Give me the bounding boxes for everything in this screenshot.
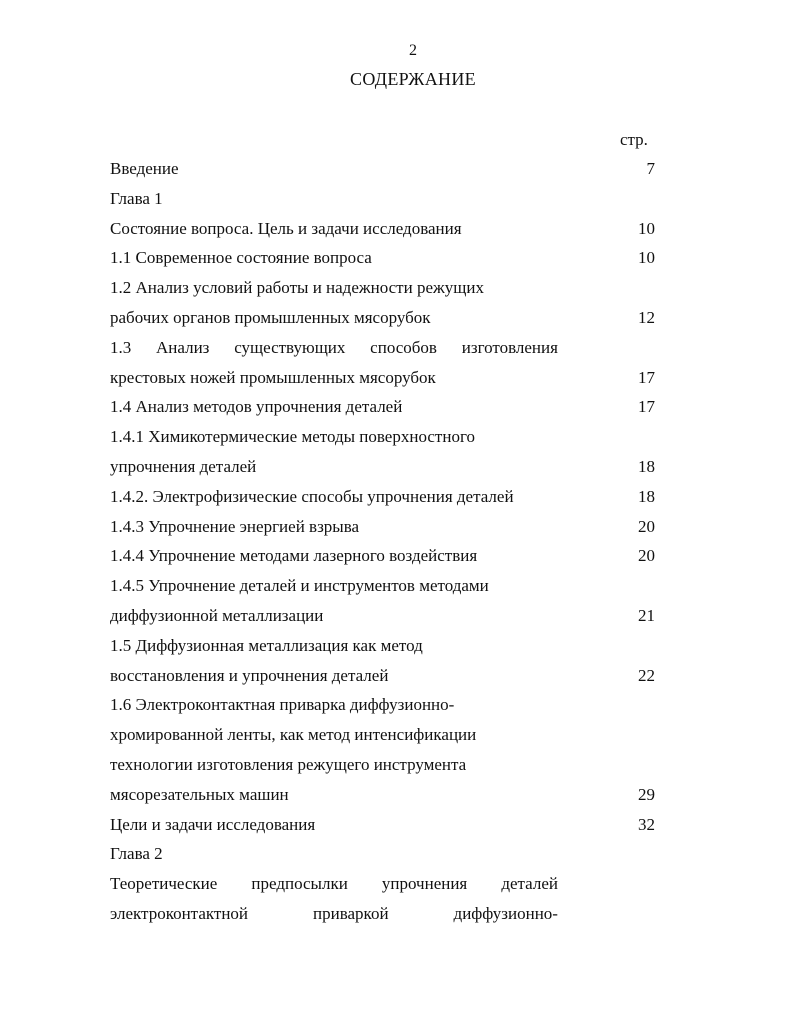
toc-entry-page: 20 <box>638 516 655 536</box>
toc-entry-text: Глава 2 <box>110 844 163 864</box>
toc-entry-page: 22 <box>638 665 655 685</box>
toc-entry-text: Состояние вопроса. Цель и задачи исследования <box>110 218 462 238</box>
toc-entry <box>0 541 791 571</box>
toc-entry-text: 1.4.5 Упрочнение деталей и инструментов методами <box>110 576 489 596</box>
toc-entry-text: крестовых ножей промышленных мясорубок <box>110 367 436 387</box>
toc-entry <box>0 154 791 184</box>
toc-entry <box>0 601 791 631</box>
toc-entry <box>0 452 791 482</box>
toc-entry-word: Теоретические <box>110 874 218 894</box>
table-of-contents <box>0 154 791 929</box>
toc-entry-text: 1.2 Анализ условий работы и надежности режущих <box>110 278 484 298</box>
toc-entry-page: 10 <box>638 218 655 238</box>
toc-entry-text: 1.4 Анализ методов упрочнения деталей <box>110 397 403 417</box>
toc-entry-text: технологии изготовления режущего инструмента <box>110 754 467 774</box>
toc-entry-text: восстановления и упрочнения деталей <box>110 665 389 685</box>
toc-entry <box>0 810 791 840</box>
toc-entry <box>0 333 791 363</box>
toc-entry <box>0 273 791 303</box>
toc-entry-text: 1.4.3 Упрочнение энергией взрыва <box>110 516 360 536</box>
toc-entry-text: диффузионной металлизации <box>110 605 324 625</box>
toc-entry <box>0 243 791 273</box>
toc-entry-text <box>110 869 558 899</box>
toc-entry-text: рабочих органов промышленных мясорубок <box>110 307 431 327</box>
toc-entry-page: 10 <box>638 248 655 268</box>
toc-entry-word: предпосылки <box>251 874 348 894</box>
toc-entry <box>0 750 791 780</box>
toc-entry <box>0 720 791 750</box>
toc-entry <box>0 512 791 542</box>
toc-entry-word: приваркой <box>313 903 389 923</box>
toc-entry-text: Глава 1 <box>110 188 163 208</box>
toc-entry <box>0 780 791 810</box>
toc-entry-page: 7 <box>646 159 655 178</box>
toc-entry-word: способов <box>370 337 437 357</box>
toc-entry <box>0 690 791 720</box>
toc-entry-page: 18 <box>638 456 655 476</box>
toc-entry-word: существующих <box>234 337 346 357</box>
toc-entry <box>0 214 791 244</box>
toc-entry <box>0 422 791 452</box>
toc-entry-text <box>110 333 558 363</box>
toc-entry <box>0 631 791 661</box>
toc-entry <box>0 869 791 899</box>
toc-entry-word: электроконтактной <box>110 903 249 923</box>
toc-entry <box>0 839 791 869</box>
toc-entry-word: деталей <box>501 874 558 894</box>
page-title: СОДЕРЖАНИЕ <box>350 69 476 89</box>
toc-entry <box>0 899 791 929</box>
toc-entry-text: упрочнения деталей <box>110 456 257 476</box>
toc-entry <box>0 571 791 601</box>
toc-entry-page: 20 <box>638 546 655 566</box>
toc-entry-text: Введение <box>110 159 179 178</box>
toc-entry-text: 1.6 Электроконтактная приварка диффузионно- <box>110 695 455 715</box>
toc-entry <box>0 184 791 214</box>
toc-entry-page: 21 <box>638 605 655 625</box>
toc-entry <box>0 482 791 512</box>
toc-entry-text: Цели и задачи исследования <box>110 814 316 834</box>
toc-entry <box>0 363 791 393</box>
toc-entry-page: 17 <box>638 397 655 417</box>
toc-entry-text: 1.4.1 Химикотермические методы поверхностного <box>110 427 475 447</box>
toc-entry-text: мясорезательных машин <box>110 784 289 804</box>
toc-entry-page: 32 <box>638 814 655 834</box>
toc-entry-page: 12 <box>638 307 655 327</box>
toc-entry-word: диффузионно- <box>453 903 558 923</box>
toc-entry-word: 1.3 <box>110 337 132 357</box>
toc-entry-page: 29 <box>638 784 655 804</box>
toc-entry-text: 1.5 Диффузионная металлизация как метод <box>110 635 423 655</box>
toc-entry-text <box>110 899 558 929</box>
toc-entry-text: 1.1 Современное состояние вопроса <box>110 248 372 268</box>
toc-entry-text: хромированной ленты, как метод интенсификации <box>110 725 477 745</box>
toc-entry <box>0 392 791 422</box>
page-column-label: стр. <box>620 130 648 149</box>
toc-entry <box>0 303 791 333</box>
toc-entry-page: 17 <box>638 367 655 387</box>
toc-entry-page: 18 <box>638 486 655 506</box>
toc-entry-word: упрочнения <box>381 874 468 894</box>
toc-entry-word: Анализ <box>156 337 210 357</box>
toc-entry-text: 1.4.2. Электрофизические способы упрочнения деталей <box>110 486 514 506</box>
toc-entry <box>0 661 791 691</box>
toc-entry-word: изготовления <box>461 337 558 357</box>
page-number: 2 <box>409 42 417 59</box>
toc-entry-text: 1.4.4 Упрочнение методами лазерного воздействия <box>110 546 478 566</box>
